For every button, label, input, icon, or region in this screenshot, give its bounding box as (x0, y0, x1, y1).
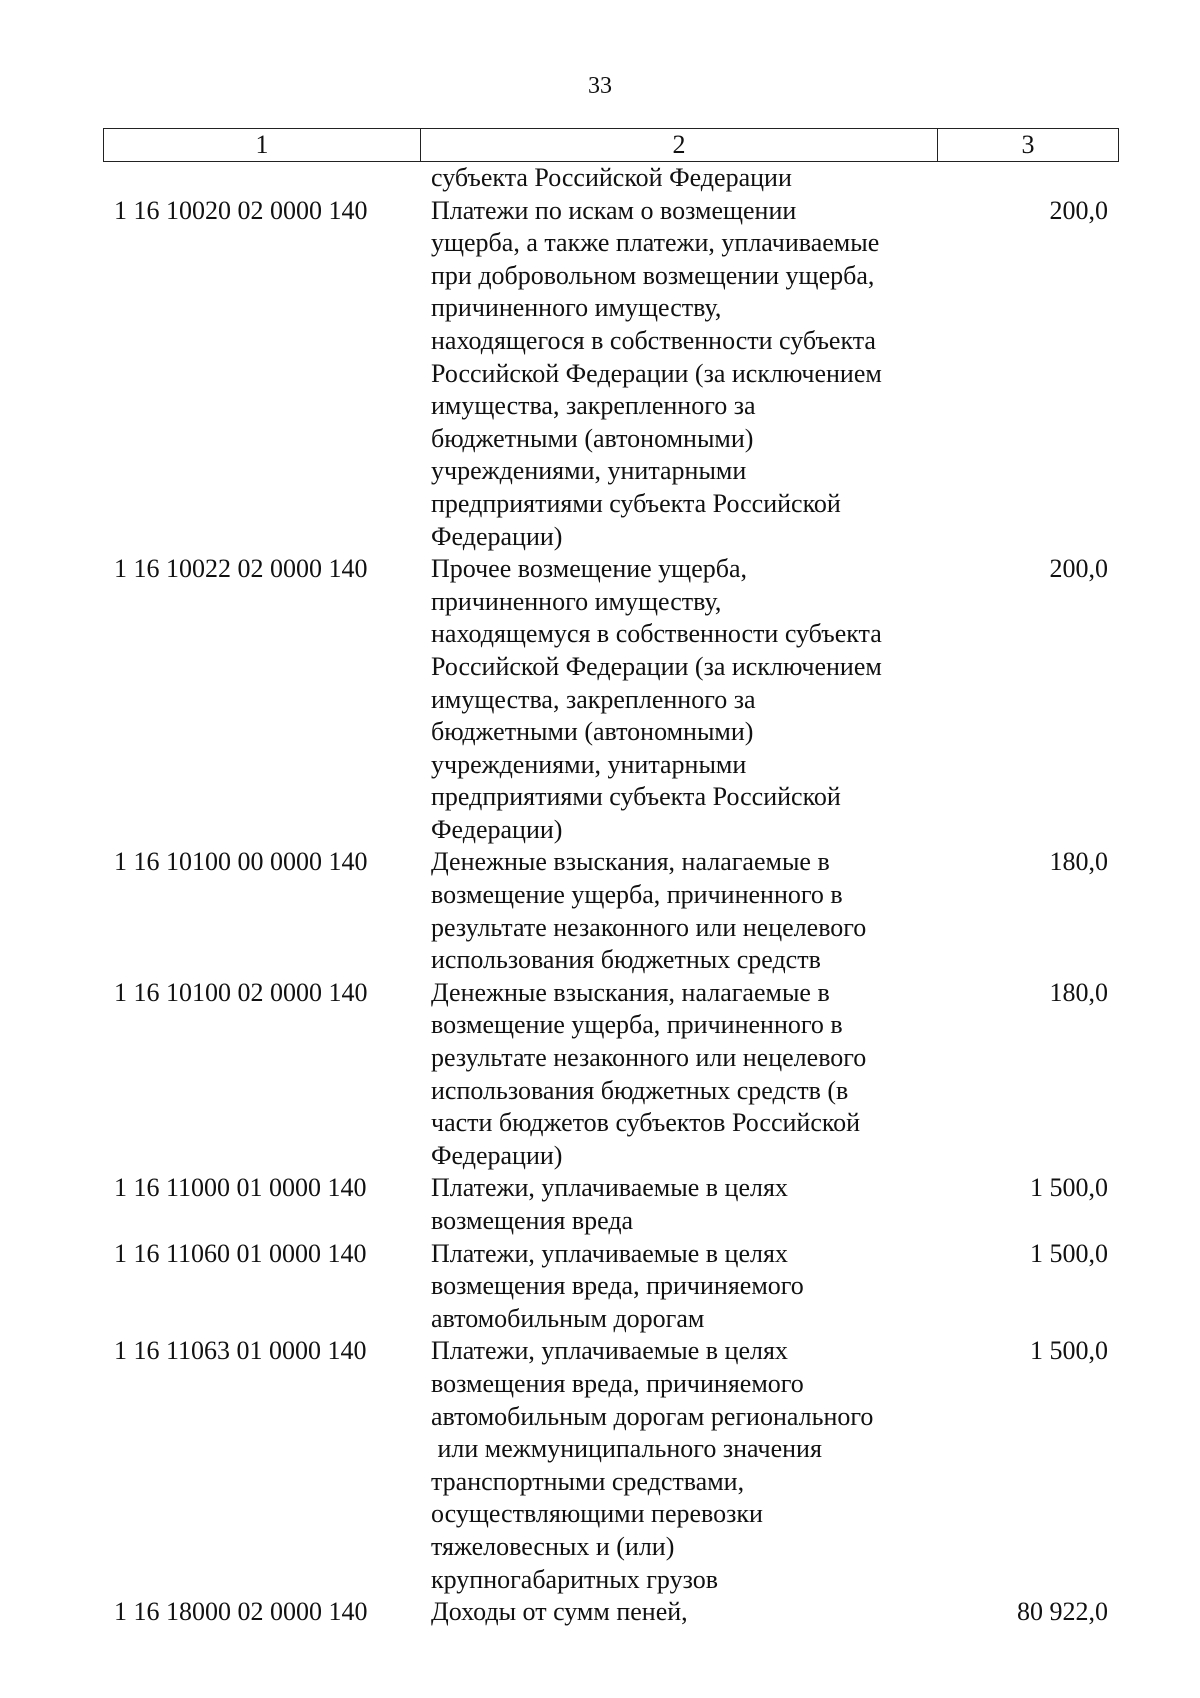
row-code: 1 16 11060 01 0000 140 (114, 1238, 367, 1268)
table-row (103, 553, 1119, 846)
header-column-3: 3 (1021, 130, 1035, 159)
table-row (103, 162, 1119, 195)
row-name: Платежи по искам о возмещении ущерба, а также платежи, уплачиваемые при добровольном возмещении ущерба, причиненного имуществу, находящегося в собственности субъекта Российской Федерации (за исключением имущества, закрепленного за бюджетными (автономными) учреждениями, унитарными предприятиями субъекта Российской Федерации) (431, 195, 882, 551)
row-name: Доходы от сумм пеней, (431, 1597, 688, 1627)
row-code: 1 16 18000 02 0000 140 (114, 1597, 368, 1627)
row-amount: 1 500,0 (1030, 1336, 1108, 1366)
page-number: 33 (588, 73, 612, 99)
row-code: 1 16 10100 02 0000 140 (114, 977, 368, 1007)
row-amount: 80 922,0 (1017, 1597, 1108, 1627)
row-name: Платежи, уплачиваемые в целях возмещения вреда, причиняемого автомобильным дорогам (431, 1238, 804, 1333)
table-header-row (103, 128, 1119, 162)
row-code: 1 16 10100 00 0000 140 (114, 847, 368, 877)
row-code (103, 162, 420, 195)
table-row (103, 846, 1119, 976)
table-row (103, 977, 1119, 1173)
header-column-2: 2 (421, 129, 938, 161)
row-amount: 180,0 (1049, 847, 1108, 877)
row-amount: 180,0 (1049, 977, 1108, 1007)
row-amount: 200,0 (1049, 554, 1108, 584)
row-name: Платежи, уплачиваемые в целях возмещения вреда, причиняемого автомобильным дорогам регионального или межмуниципального значения транспортными средствами, осуществляющими перевозки тяжеловесных и (или) крупногабаритных грузов (431, 1336, 874, 1594)
row-code: 1 16 11000 01 0000 140 (114, 1173, 367, 1203)
table-row (103, 1172, 1119, 1237)
table-row (103, 195, 1119, 554)
row-code: 1 16 10020 02 0000 140 (114, 195, 368, 225)
header-column-1: 1 (104, 129, 421, 161)
row-amount (937, 162, 1119, 195)
table-body (103, 162, 1119, 1629)
row-name: субъекта Российской Федерации (431, 163, 792, 192)
row-amount: 1 500,0 (1030, 1238, 1108, 1268)
table-row (103, 1238, 1119, 1336)
table-row (103, 1596, 1119, 1629)
row-name: Прочее возмещение ущерба, причиненного имуществу, находящемуся в собственности субъекта Российской Федерации (за исключением имущества, закрепленного за бюджетными (автономными) учреждениями, унитарными предприятиями субъекта Российской Федерации) (431, 554, 882, 844)
row-amount: 1 500,0 (1030, 1173, 1108, 1203)
row-amount: 200,0 (1049, 195, 1108, 225)
table-row (103, 1335, 1119, 1596)
row-name: Денежные взыскания, налагаемые в возмещение ущерба, причиненного в результате незаконного или нецелевого использования бюджетных средств (в части бюджетов субъектов Российской Федерации) (431, 977, 867, 1170)
row-name: Платежи, уплачиваемые в целях возмещения вреда (431, 1173, 788, 1235)
row-code: 1 16 10022 02 0000 140 (114, 554, 368, 584)
row-code: 1 16 11063 01 0000 140 (114, 1336, 367, 1366)
row-name: Денежные взыскания, налагаемые в возмещение ущерба, причиненного в результате незаконного или нецелевого использования бюджетных средств (431, 847, 867, 975)
